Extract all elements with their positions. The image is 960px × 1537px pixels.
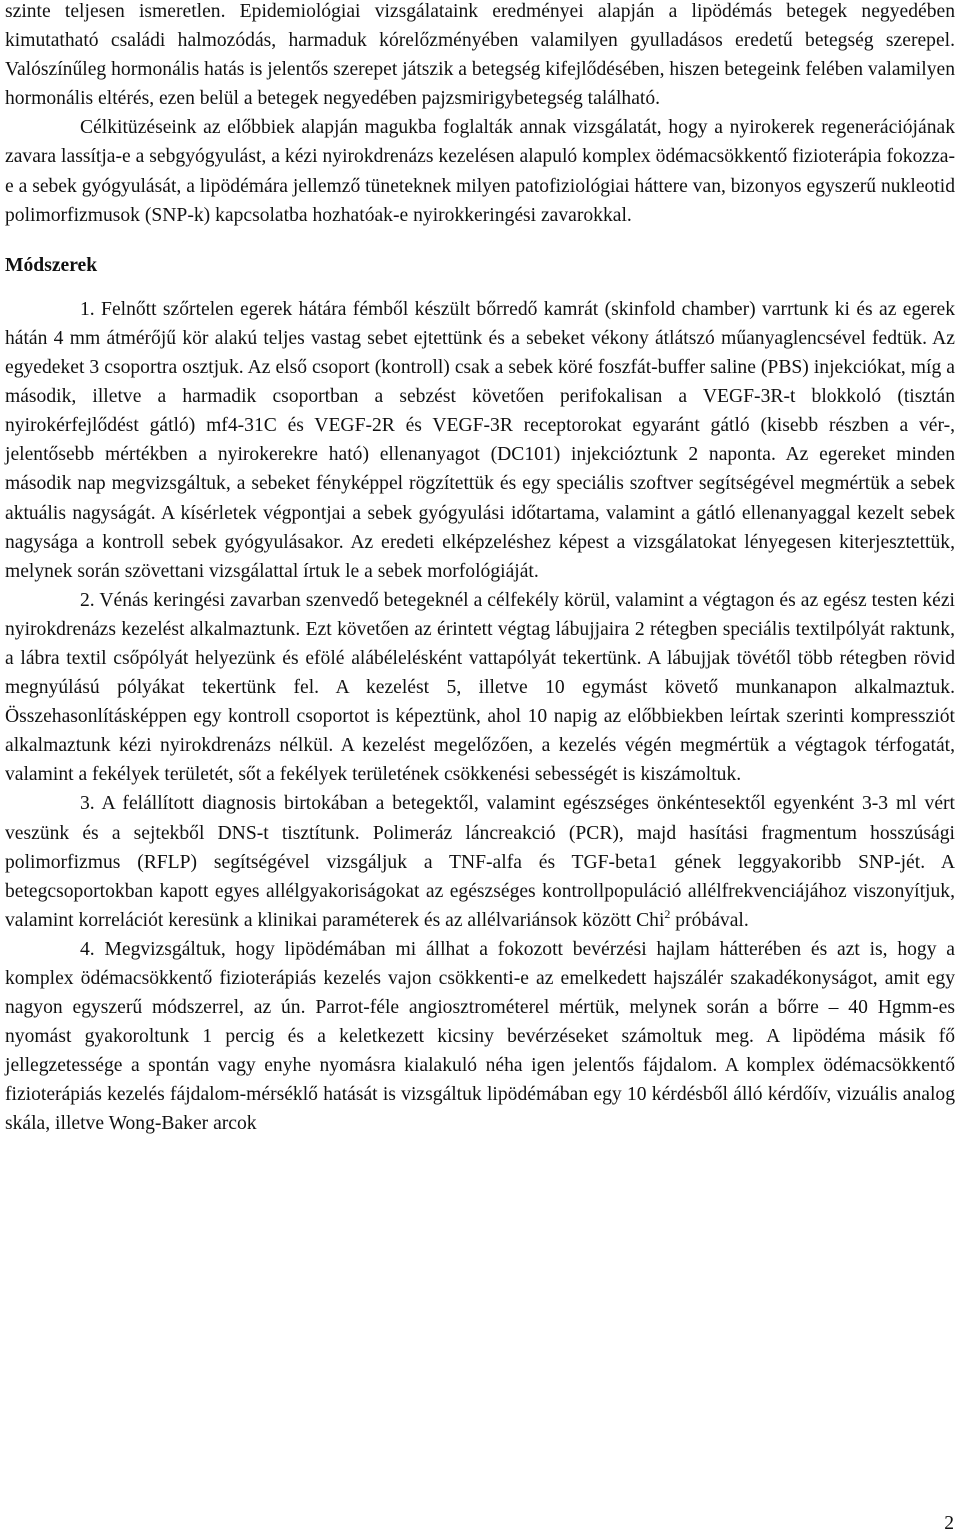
chi-squared-superscript: 2 xyxy=(664,906,671,921)
methods-item-3-text-end: próbával. xyxy=(670,909,749,931)
methods-item-1: 1. Felnőtt szőrtelen egerek hátára fémből készült bőrredő kamrát (skinfold chamber) varrtunk ki és az egerek hátán 4 mm átmérőjű kör alakú teljes vastag sebet ejtettünk és a sebeket vékony átlátszó műanyaglencsével fedtük. Az egyedeket 3 csoportra osztjuk. Az első csoport (kontroll) csak a sebek köré foszfát-buffer saline (PBS) injekciókat, míg a második, illetve a harmadik csoportban a sebzést követően perifokalisan a VEGF-3R-t blokkoló (tisztán nyirokérfejlődést gátló) mf4-31C és VEGF-2R és VEGF-3R receptorokat egyaránt gátló (kisebb részben a vér-, jelentősebb mértékben a nyirokerekre ható) ellenanyagot (DC101) injekcióztunk 2 naponta. Az egereket minden második nap megvizsgáltuk, a sebeket fényképpel rögzítettük és egy speciális szoftver segítségével megmértük a sebek aktuális nagyságát. A kísérletek végpontjai a sebek gyógyulási időtartama, valamint a gátló ellenanyaggal kezelt sebek nagysága a kontroll sebek gyógyulásakor. Az eredeti elképzeléshez képest a vizsgálatokat lényegesen kiterjesztettük, melynek során szövettani vizsgálattal írtuk le a sebek morfológiáját. xyxy=(5,298,955,582)
page-number: 2 xyxy=(944,1513,954,1534)
methods-item-3-text: 3. A felállított diagnosis birtokában a betegektől, valamint egészséges önkéntesektől egyenként 3-3 ml vért veszünk és a sejtekből DNS-t tisztítunk. Polimeráz láncreakció (PCR), majd hasítási fragmentum hosszúsági polimorfizmus (RFLP) segítségével vizsgáljuk a TNF-alfa és TGF-beta1 gének leggyakoribb SNP-jét. A betegcsoportokban kapott egyes allélgyakoriságokat az egészséges kontrollpopuláció allélfrekvenciájához viszonyítjuk, valamint korrelációt keresünk a klinikai paraméterek és az allélvariánsok között Chi xyxy=(5,793,955,931)
document-page xyxy=(5,0,955,1139)
methods-item-3 xyxy=(5,789,955,934)
section-heading-methods: Módszerek xyxy=(5,254,98,276)
objectives-paragraph: Célkitüzéseink az előbbiek alapján magukba foglalták annak vizsgálatát, hogy a nyirokerek regenerációjának zavara lassítja-e a sebgyógyulást, a kézi nyirokdrenázs kezelésen alapuló komplex ödémacsökkentő fizioterápia fokozza-e a sebek gyógyulását, a lipödémára jellemző tüneteknek milyen patofiziológiai háttere van, bizonyos egyszerű nukleotid polimorfizmusok (SNP-k) kapcsolatba hozhatóak-e nyirokkeringési zavarokkal. xyxy=(5,117,955,226)
methods-item-4: 4. Megvizsgáltuk, hogy lipödémában mi állhat a fokozott bevérzési hajlam hátterében és azt is, hogy a komplex ödémacsökkentő fizioterápiás kezelés vajon csökkenti-e az emelkedett hajszálér szakadékonyságot, amit egy nagyon egyszerű módszerrel, az ún. Parrot-féle angiosztrométerel mértük, melynek során a bőrre – 40 Hgmm-es nyomást gyakoroltunk 1 percig és a keletkezett kicsiny bevérzéseket számoltuk meg. A lipödéma másik fő jellegzetessége a spontán vagy enyhe nyomásra kialakuló néha igen jelentős fájdalom. A komplex ödémacsökkentő fizioterápiás kezelés fájdalom-mérséklő hatását is vizsgáltuk lipödémában egy 10 kérdésből álló kérdőív, vizuális analog skála, illetve Wong-Baker arcok xyxy=(5,938,955,1135)
methods-item-2: 2. Vénás keringési zavarban szenvedő betegeknél a célfekély körül, valamint a végtagon és az egész testen kézi nyirokdrenázs kezelést alkalmaztunk. Ezt követően az érintett végtag lábujjaira 2 rétegben speciális textilpólyát raktunk, a lábra textil csőpólyát helyezünk és efölé alábélelésként vattapólyát tekertünk. A lábujjak tövétől több rétegben rövid megnyúlású pólyákat tekertünk fel. A kezelést 5, illetve 10 egymást követő munkanapon alkalmaztuk. Összehasonlításképpen egy kontroll csoportot is képeztünk, ahol 10 napig az előbbiekben leírtak szerinti kompressziót alkalmaztunk kézi nyirokdrenázs nélkül. A kezelést megelőzően, a kezelés végén megmértük a végtagok térfogatát, valamint a fekélyek területét, sőt a fekélyek területének csökkenési sebességét is kiszámoltuk. xyxy=(5,589,955,786)
intro-paragraph-continuation: szinte teljesen ismeretlen. Epidemiológiai vizsgálataink eredményei alapján a lipödémás betegek negyedében kimutatható családi halmozódás, harmaduk kórelőzményében valamilyen gyulladásos eredetű betegség szerepel. Valószínűleg hormonális hatás is jelentős szerepet játszik a betegség kifejlődésében, hiszen betegeink felében valamilyen hormonális eltérés, ezen belül a betegek negyedében pajzsmirigybetegség található. xyxy=(5,1,955,110)
